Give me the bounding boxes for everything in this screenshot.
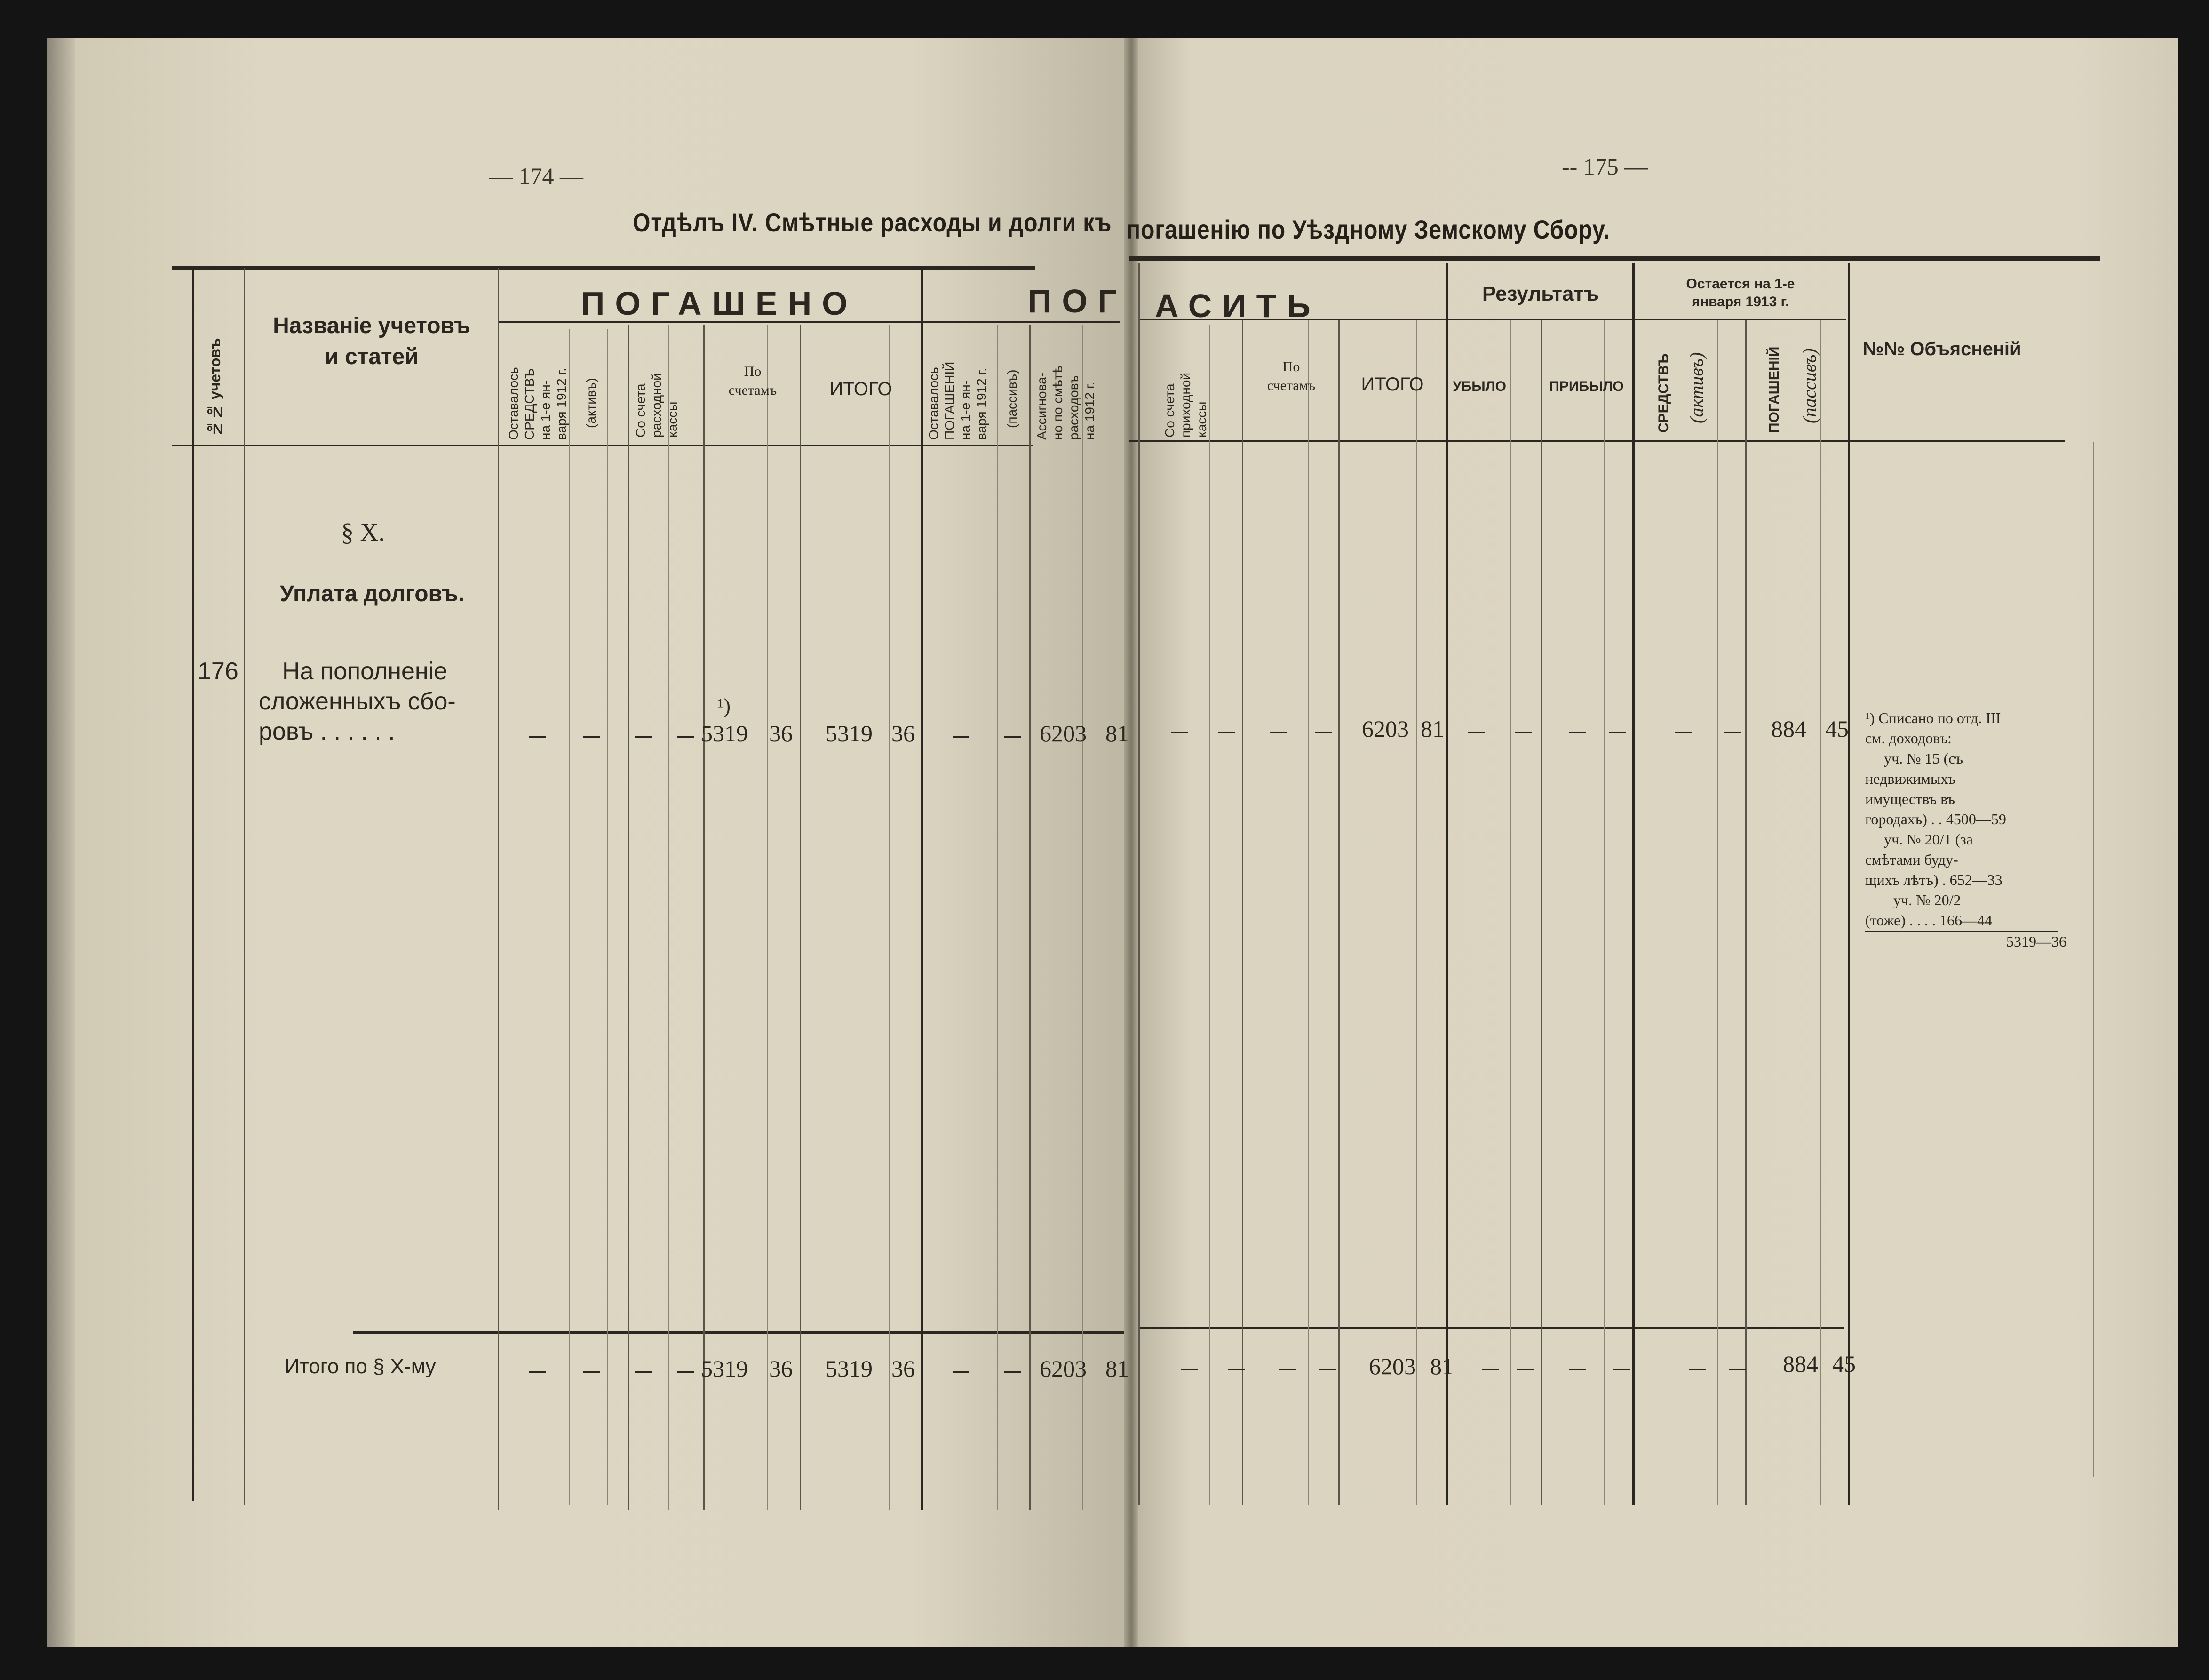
value-pogasheniy-ost: 884 (1771, 716, 1806, 742)
dash (677, 736, 694, 738)
total-rule-right (1138, 1327, 1844, 1329)
header-nazvanie (249, 311, 494, 373)
note-line: уч. № 20/2 (1893, 892, 1961, 908)
dash (1515, 732, 1532, 733)
col-line (1510, 320, 1511, 1505)
col-line (2093, 442, 2094, 1477)
header-rule-left (172, 445, 1033, 446)
header-rezultat: Результатъ (1482, 282, 1599, 305)
dash (583, 736, 600, 738)
dash (1569, 1369, 1586, 1370)
col-line (921, 268, 923, 1510)
col-line (1338, 320, 1340, 1505)
header-assignovano: Ассигнова- но по смѣтѣ расходовъ на 1912 г. (1034, 366, 1097, 440)
col-line (1848, 263, 1850, 1505)
header-nn-uchetov: №№ учетовъ (207, 338, 223, 438)
header-po-schetam-left-1: По (744, 364, 762, 379)
row-number: 176 (198, 658, 238, 685)
col-line (1717, 320, 1718, 1505)
header-so-scheta-rashodnoy: Со счета расходной кассы (633, 373, 680, 438)
header-pogasheniy: ПОГАШЕНІЙ (1766, 346, 1782, 433)
header-sredstv: СРЕДСТВЪ (1656, 353, 1671, 433)
header-ostaetsya (1637, 275, 1844, 311)
header-po-schetam-left-2: счетамъ (728, 382, 777, 398)
header-passiv: (пассивъ) (1005, 369, 1019, 428)
value-po-schetam: 5319 (701, 720, 748, 747)
dash (635, 736, 652, 738)
dash (635, 1371, 652, 1373)
header-ubylo: УБЫЛО (1453, 379, 1506, 394)
section-paragraph: § X. (341, 518, 385, 546)
total-itogo-pogasheno: 5319 (826, 1355, 873, 1382)
col-line (1416, 320, 1417, 1505)
dash (1171, 732, 1188, 733)
header-po-schetam-right (1244, 358, 1338, 395)
dash (1315, 732, 1332, 733)
dash (1181, 1369, 1198, 1370)
col-line (889, 325, 890, 1510)
dash (1675, 732, 1692, 733)
top-rule-left (172, 266, 1035, 270)
dash (1228, 1369, 1245, 1370)
row-text-line1: На пополненіе (282, 658, 448, 685)
value-pogasheniy-ost-kop: 45 (1825, 716, 1849, 742)
page-edge (47, 38, 75, 1647)
dash (1482, 1369, 1499, 1370)
col-line (1242, 320, 1243, 1505)
dash (677, 1371, 694, 1373)
total-assignovano-kop: 81 (1105, 1355, 1129, 1382)
note-line: уч. № 15 (съ (1884, 750, 1963, 767)
dash (1724, 732, 1741, 733)
header-nazvanie-line2: и статей (325, 344, 419, 369)
header-pogasit-right: АСИТЬ (1155, 287, 1321, 324)
total-rule-left (353, 1331, 1124, 1334)
value-itogo-pogasit: 6203 (1362, 716, 1409, 742)
header-pogasheno: ПОГАШЕНО (581, 285, 858, 322)
dash (529, 1371, 546, 1373)
col-line (1029, 325, 1031, 1510)
note-line: городахъ) . . 4500—59 (1865, 811, 2006, 828)
col-line (668, 325, 669, 1510)
note-line: уч. № 20/1 (за (1884, 831, 1973, 848)
header-pogasit-left: ПОГ (1028, 283, 1127, 319)
dash (1004, 736, 1021, 738)
header-ostaetsya-2: января 1913 г. (1692, 294, 1789, 310)
header-nazvanie-line1: Названіе учетовъ (273, 313, 470, 338)
title-left: Отдѣлъ IV. Смѣтные расходы и долги къ (633, 207, 1112, 237)
col-line (1541, 320, 1542, 1505)
total-po-schetam: 5319 (701, 1355, 748, 1382)
book-gutter (1124, 38, 1138, 1647)
note-line: имуществъ въ (1865, 790, 1955, 807)
note-line: щихъ лѣтъ) . 652—33 (1865, 871, 2002, 888)
col-line (569, 329, 570, 1505)
dash (1319, 1369, 1336, 1370)
header-po-schetam-left (706, 362, 800, 400)
dash (1569, 732, 1586, 733)
dash (1004, 1371, 1021, 1373)
total-itogo-pogasit: 6203 (1369, 1353, 1416, 1379)
dash (953, 1371, 969, 1373)
col-line (628, 325, 629, 1510)
col-line (1138, 263, 1140, 1505)
header-rule-right (1129, 440, 2065, 442)
note-line: (тоже) . . . . 166—44 (1865, 912, 1992, 929)
left-page (47, 38, 1129, 1647)
col-line (1604, 320, 1605, 1505)
value-po-schetam-kop: 36 (769, 720, 793, 747)
dash (1218, 732, 1235, 733)
total-po-schetam-kop: 36 (769, 1355, 793, 1382)
row-text-line3: ровъ . . . . . . (259, 718, 395, 745)
header-pribylo: ПРИБЫЛО (1549, 379, 1624, 394)
dash (529, 736, 546, 738)
header-aktiv-italic: (активъ) (1686, 352, 1707, 423)
header-obyasneniy: №№ Объясненій (1863, 339, 2021, 359)
col-line (1082, 325, 1083, 1510)
total-pogasheniy-ost-kop: 45 (1832, 1351, 1856, 1377)
col-line (1446, 263, 1448, 1505)
col-line (1820, 320, 1821, 1505)
row-text (259, 656, 456, 747)
dash (1613, 1369, 1630, 1370)
total-itogo-pogasheno-kop: 36 (891, 1355, 915, 1382)
pogasit-rule-left (922, 321, 1120, 323)
book-spread (47, 38, 2178, 1647)
footnote-mark: ¹) (717, 694, 731, 717)
col-line (607, 329, 608, 1505)
col-line (1632, 263, 1635, 1505)
value-assignovano: 6203 (1040, 720, 1087, 747)
note-line: см. доходовъ: (1865, 730, 1952, 747)
value-assignovano-kop: 81 (1105, 720, 1129, 747)
total-label: Итого по § X-му (285, 1355, 436, 1378)
col-line (498, 268, 499, 1510)
header-itogo-right: ИТОГО (1361, 374, 1424, 395)
dash (1468, 732, 1485, 733)
col-line (800, 325, 801, 1510)
col-line (767, 325, 768, 1510)
col-line (1745, 320, 1747, 1505)
col-line (1308, 320, 1309, 1505)
dash (1609, 732, 1626, 733)
header-ostavalos-pogasheniy: Оставалось ПОГАШЕНІЙ на 1-е ян- варя 1912 г. (926, 361, 989, 440)
title-right: погашенію по Уѣздному Земскому Сбору. (1127, 215, 1610, 244)
header-passiv-italic: (пассивъ) (1799, 348, 1820, 423)
page-number-left: — 174 — (489, 163, 583, 189)
value-itogo-pogasheno: 5319 (826, 720, 873, 747)
dash (1689, 1369, 1706, 1370)
header-po-schetam-right-1: По (1282, 359, 1300, 374)
page-number-right: -- 175 — (1562, 153, 1648, 180)
row-text-line2: сложенныхъ сбо- (259, 688, 456, 715)
header-aktiv: (активъ) (584, 378, 598, 428)
header-ostaetsya-1: Остается на 1-е (1686, 276, 1795, 292)
col-line (1209, 325, 1210, 1505)
note-line: недвижимыхъ (1865, 770, 1955, 787)
dash (1517, 1369, 1534, 1370)
dash (953, 736, 969, 738)
dash (583, 1371, 600, 1373)
total-assignovano: 6203 (1040, 1355, 1087, 1382)
dash (1279, 1369, 1296, 1370)
header-ostavalos-sredstv: Оставалось СРЕДСТВЪ на 1-е ян- варя 1912 г. (506, 367, 569, 440)
value-itogo-pogasit-kop: 81 (1421, 716, 1444, 742)
note-line: ¹) Списано по отд. III (1865, 709, 2001, 726)
dash (1729, 1369, 1746, 1370)
col-line (244, 268, 245, 1505)
total-itogo-pogasit-kop: 81 (1430, 1353, 1454, 1379)
total-pogasheniy-ost: 884 (1783, 1351, 1818, 1377)
dash (1270, 732, 1287, 733)
value-itogo-pogasheno-kop: 36 (891, 720, 915, 747)
ostaetsya-rule (1632, 319, 1846, 320)
col-line (192, 268, 194, 1501)
note-line: смѣтами буду- (1865, 851, 1958, 868)
col-line (997, 325, 998, 1510)
header-po-schetam-right-2: счетамъ (1267, 378, 1316, 393)
top-rule-right (1129, 256, 2100, 261)
header-itogo-left: ИТОГО (829, 379, 892, 399)
note-line: 5319—36 (1865, 931, 2058, 952)
header-so-scheta-prihodnoy: Со счета приходной кассы (1162, 372, 1209, 438)
footnote-block (1865, 708, 2066, 952)
col-line (703, 325, 705, 1510)
section-name: Уплата долговъ. (280, 581, 465, 606)
